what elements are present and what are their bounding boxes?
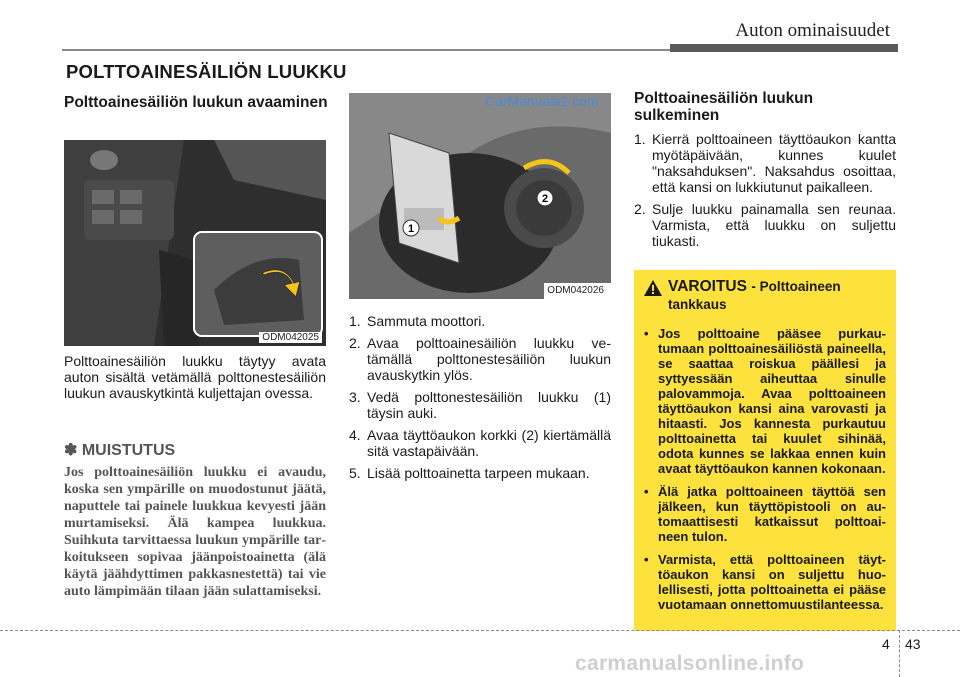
footer-divider bbox=[899, 630, 900, 677]
warning-triangle-icon bbox=[644, 280, 662, 296]
callout-2: 2 bbox=[541, 193, 549, 205]
opening-steps bbox=[349, 313, 611, 487]
page-title: POLTTOAINESÄILIÖN LUUKKU bbox=[66, 61, 347, 82]
header-rule bbox=[62, 49, 670, 51]
list-item: 5. Lisää polttoainetta tarpeen mukaan. bbox=[349, 465, 590, 481]
watermark: CarManuals2.com bbox=[485, 93, 599, 109]
list-item: 4. Avaa täyttöaukon korkki (2) kiertämällä sitä vastapäivään. bbox=[349, 427, 611, 459]
site-watermark: carmanualsonline.info bbox=[575, 652, 805, 675]
list-item: 2. Sulje luukku painamalla sen reunaa. Varmista, että luukku on suljettu tiukasti. bbox=[634, 201, 896, 249]
door-switch-illustration bbox=[64, 140, 326, 346]
list-item: 3. Vedä polttonestesäiliön luukku (1) täysin auki. bbox=[349, 389, 611, 421]
warning-item: • Älä jatka polttoaineen täyttöä sen jälkeen, kun täyttöpistooli on automaattisesti katkaissut polttoaineen tulon. bbox=[644, 484, 886, 544]
footer-rule bbox=[0, 630, 960, 631]
list-item: 1. Kierrä polttoaineen täyttöaukon kantta myötäpäivään, kunnes kuulet "naksahduksen". Naksahdus osoittaa, että kansi on lukkiutunut paikalleen. bbox=[634, 131, 896, 195]
warning-box bbox=[634, 270, 896, 631]
list-item: 2. Avaa polttoainesäiliön luukku vetämällä polttonestesäiliön luukun avauskytkin ylös. bbox=[349, 335, 611, 383]
chapter-number: 4 bbox=[882, 636, 890, 652]
page-number: 43 bbox=[905, 636, 921, 652]
closing-steps bbox=[634, 131, 896, 255]
section-heading-closing: Polttoainesäiliön luukun sulkeminen bbox=[634, 90, 814, 124]
warning-subtitle: - Polttoaineen tankkaus bbox=[668, 279, 841, 312]
list-item: 1. Sammuta moottori. bbox=[349, 313, 486, 329]
header-rule-accent bbox=[670, 44, 898, 52]
warning-list bbox=[644, 326, 886, 612]
opening-description: Polttoainesäiliön luukku täytyy avata auton sisältä vetämällä polttonestesäiliön luukun avauskytkintä kuljettajan ovessa. bbox=[64, 353, 326, 401]
chapter-title: Auton ominaisuudet bbox=[735, 20, 890, 41]
warning-item: • Jos polttoaine pääsee purkautumaan polttoainesäiliöstä paineella, se saattaa roiskua päällesi ja syttyessään aiheuttaa sinulle palovammoja. Avaa polttoaineen täyttöaukon kansi aina varovasti ja hitaasti. Jos kannesta purkautuu polttoainetta tai kuulet sihinää, odota kunnes se lakkaa ennen kuin avaat täyttöaukon kannen kokonaan. bbox=[644, 326, 886, 476]
fuel-door-illustration bbox=[349, 93, 611, 299]
note-body: Jos polttoainesäiliön luukku ei avaudu, koska sen ympärille on muodostunut jäätä, naputtele tai painele luukkua kevyesti jään murtamiseksi. Älä kampea luukkua. Suihkuta tarvittaessa luukun ympärille tarkoitukseen sopivaa jäänpoistoainetta (älä käytä jäähdyttimen pakkasnestettä) tai vie auto lämpimään tilaan jään sulattamiseksi. bbox=[64, 465, 326, 599]
warning-item: • Varmista, että polttoaineen täyttöaukon kansi on suljettu huolellisesti, jotta polttoainetta ei pääse vuotamaan onnettomuustilanteessa. bbox=[644, 552, 886, 612]
note-title: ✽ MUISTUTUS bbox=[64, 442, 176, 459]
image-label: ODM042025 bbox=[259, 332, 322, 343]
warning-title bbox=[668, 278, 886, 314]
warning-header bbox=[644, 278, 886, 314]
image-label: ODM042026 bbox=[544, 285, 607, 296]
section-heading-opening: Polttoainesäiliön luukun avaaminen bbox=[64, 94, 328, 111]
fuel-door-photo bbox=[349, 93, 611, 299]
door-switch-photo bbox=[64, 140, 326, 346]
callout-1: 1 bbox=[407, 223, 415, 235]
warning-word: VAROITUS bbox=[668, 278, 747, 295]
